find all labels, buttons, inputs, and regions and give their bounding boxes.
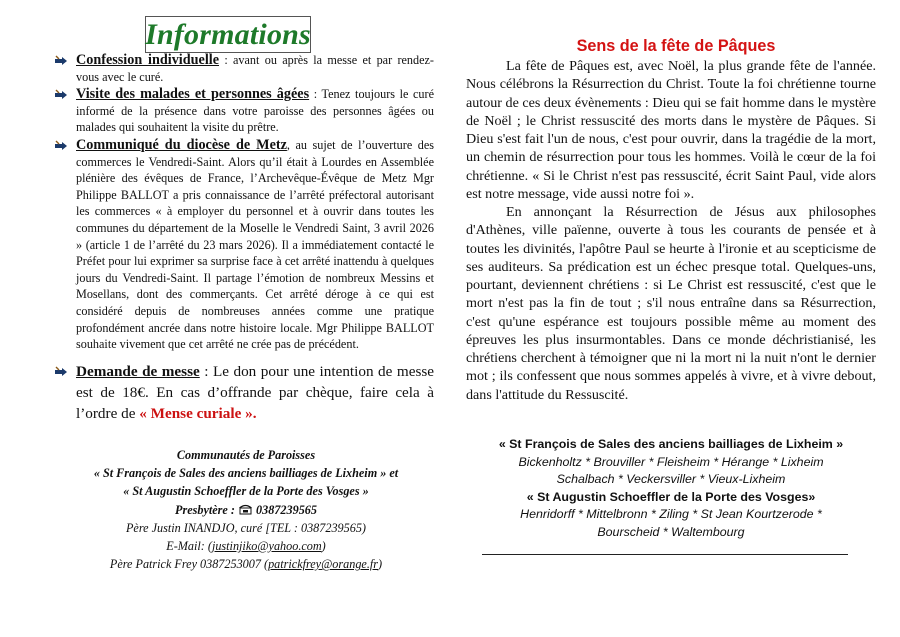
parish-block <box>466 436 876 542</box>
presbytere-phone: 0387239565 <box>256 502 317 517</box>
informations-title: Informations <box>145 17 311 51</box>
list-item <box>54 137 434 353</box>
frey-end: ) <box>378 557 383 572</box>
telephone-icon <box>239 504 252 515</box>
paques-paragraph-2: En annonçant la Résurrection de Jésus aux philosophes d'Athènes, ville païenne, ouverte à tous les courants de pensée et à toutes les divinités, l'apôtre Paul se heurte à l'ironie et au scepticisme de ses auditeurs. Sa prédication est un échec presque total. Quelques-uns, pourtant, deviennent chrétiens : si Le Christ est ressuscité, c'est que le mort n'est pas la fin de tout ; s'il nous entraîne dans sa Résurrection, c'est qu'une espérance est toujours possible même au moment des épreuves les plus insurmontables. Dans ce monde déchristianisé, les chrétiens cherchent à témoigner que ni la mort ni la nuit n'ont le dernier mot ; ils confessent que nous sommes appelés à vivre, et à vivre debout, dans l'attitude du Ressuscité. <box>466 204 876 403</box>
email-label: E-Mail: <box>166 539 208 554</box>
paques-paragraph-1: La fête de Pâques est, avec Noël, la plus grande fête de l'année. Nous célébrons la Résurrection du Christ. Toute la foi chrétienne tourne autour de ces deux évènements : Dieu qui se fait homme dans le mystère de Noël ; le Christ ressuscité des morts dans le mystère de Pâques. Si Dieu s'est fait l'un de nous, c'est pour ouvrir, dans la tragédie de la mort, un chemin de résurrection pour tous les hommes. Voilà le cœur de la foi chrétienne. « Si le Christ n'est pas ressuscité, écrit Saint Paul, vide alors est notre message, vide aussi notre foi ». <box>466 58 876 202</box>
contact-parish-1: « St François de Sales des anciens bailliages de Lixheim » et <box>93 466 399 481</box>
frey-line <box>60 555 432 573</box>
informations-list <box>54 52 434 425</box>
divider <box>482 554 848 555</box>
presbytere-line <box>60 501 432 519</box>
confession-heading: Confession individuelle <box>76 52 219 68</box>
informations-title-box <box>145 16 311 53</box>
contact-communautes: Communautés de Paroisses <box>176 448 316 462</box>
parish-list-2b: Bourscheid * Waltembourg <box>597 524 745 539</box>
contact-parish-2: « St Augustin Schoeffler de la Porte des Vosges » <box>123 484 369 499</box>
arrow-bullet-icon <box>54 365 68 377</box>
contact-block <box>60 446 432 573</box>
list-item <box>54 52 434 85</box>
list-item <box>54 86 434 136</box>
frey-email-link[interactable]: patrickfrey@orange.fr <box>268 557 379 572</box>
arrow-bullet-icon <box>54 139 68 151</box>
arrow-bullet-icon <box>54 88 68 100</box>
email-link[interactable]: justinjiko@yahoo.com <box>211 539 322 554</box>
arrow-bullet-icon <box>54 54 68 66</box>
demande-messe-heading: Demande de messe <box>76 362 200 380</box>
paques-title: Sens de la fête de Pâques <box>576 37 776 55</box>
frey-text: Père Patrick Frey 0387253007 ( <box>109 557 269 572</box>
communique-text: , au sujet de l’ouverture des commerces le Vendredi-Saint. Alors qu’il était à Lourdes en Assemblée plénière des évêques de France, l’Archevêque-Évêque de Metz Mgr Philippe BALLOT a pris connaissance de l’arrêté préfectoral autorisant les commerces « à employer du personnel et à ouvrir dans toutes les communes du département de la Moselle le Vendredi Saint, 3 avril 2026 » (article 1 de l’arrêté du 23 mars 2026). Il a immédiatement contacté le Préfet pour lui exprimer sa surprise face à cet arrêté inattendu à quelques jours du Vendredi-Saint. Il partage l’émotion de nombreux Messins et Mosellans, dont des commerçants. Cet arrêté déroge à ce qui est considéré depuis de nombreuses années comme une pratique profondément ancrée dans notre histoire locale. Mgr Philippe BALLOT souhaite vivement que cet arrêté ne crée pas de précédent. <box>76 137 434 352</box>
cure-line: Père Justin INANDJO, curé [TEL : 0387239565) <box>125 520 366 535</box>
presbytere-label: Presbytère : <box>175 502 235 517</box>
parish-title-1: « St François de Sales des anciens bailliages de Lixheim » <box>498 437 844 451</box>
confession-text: : avant ou après la messe et par rendez-vous avec le curé. <box>76 53 434 84</box>
demande-messe-text: : Le don pour une intention de messe est de 18€. En cas d’offrande par chèque, faire cela à l’ordre de <box>76 362 435 422</box>
visite-heading: Visite des malades et personnes âgées <box>76 86 310 103</box>
visite-text: : Tenez toujours le curé informé de la présence dans votre paroisse des personnes âgées ou malades qui souhaitent la visite du prêtre. <box>76 87 434 135</box>
list-item <box>54 361 434 424</box>
email-line: E-Mail: (justinjiko@yahoo.com) <box>166 539 326 554</box>
communique-heading: Communiqué du diocèse de Metz <box>76 136 287 153</box>
parish-title-2: « St Augustin Schoeffler de la Porte des Vosges» <box>526 489 816 504</box>
paques-body <box>466 57 876 404</box>
mense-curiale: « Mense curiale ». <box>139 404 257 422</box>
parish-list-1b: Schalbach * Veckersviller * Vieux-Lixheim <box>556 472 786 487</box>
parish-list-1a: Bickenholtz * Brouviller * Fleisheim * Hérange * Lixheim <box>518 454 824 469</box>
parish-list-2a: Henridorff * Mittelbronn * Ziling * St Jean Kourtzerode * <box>520 507 822 522</box>
